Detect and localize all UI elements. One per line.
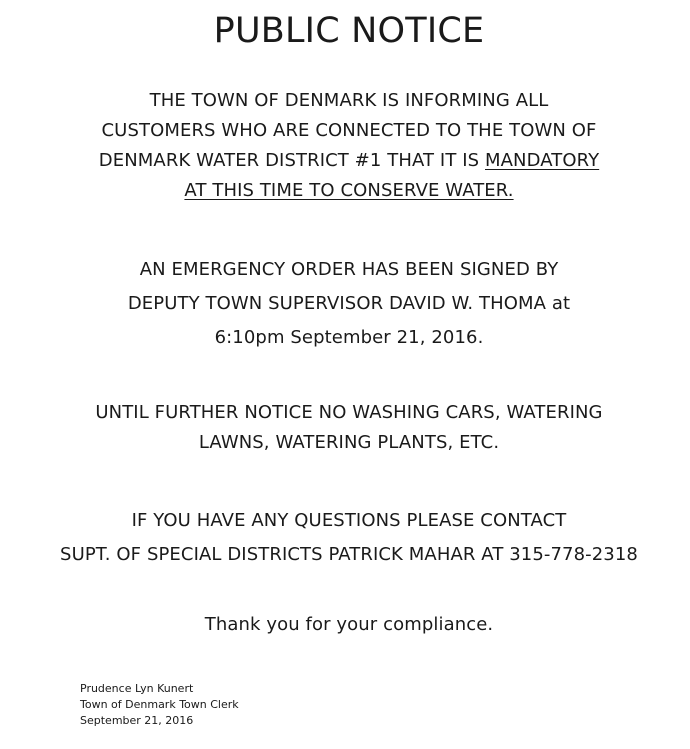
paragraph-line: CUSTOMERS WHO ARE CONNECTED TO THE TOWN OF (101, 120, 597, 141)
paragraph-line: LAWNS, WATERING PLANTS, ETC. (198, 432, 500, 453)
emergency-order-paragraph (0, 253, 690, 355)
signer-name: Prudence Lyn Kunert (80, 682, 194, 695)
conserve-water-emphasis: AT THIS TIME TO CONSERVE WATER. (184, 180, 514, 201)
signer-position: Town of Denmark Town Clerk (80, 698, 239, 711)
paragraph-line-prefix: DENMARK WATER DISTRICT #1 THAT IT IS (98, 150, 485, 171)
paragraph-line: IF YOU HAVE ANY QUESTIONS PLEASE CONTACT (131, 510, 567, 531)
mandatory-conservation-paragraph (0, 86, 690, 206)
signature-date: September 21, 2016 (80, 714, 194, 727)
closing-line (0, 612, 690, 638)
paragraph-line: AN EMERGENCY ORDER HAS BEEN SIGNED BY (139, 259, 559, 280)
restrictions-paragraph (0, 398, 690, 458)
paragraph-line: UNTIL FURTHER NOTICE NO WASHING CARS, WATERING (95, 402, 603, 423)
mandatory-emphasis: MANDATORY (485, 150, 600, 171)
signature-block (80, 681, 239, 729)
paragraph-line: SUPT. OF SPECIAL DISTRICTS PATRICK MAHAR AT 315-778-2318 (60, 544, 638, 565)
paragraph-line: THE TOWN OF DENMARK IS INFORMING ALL (149, 90, 549, 111)
thank-you-text: Thank you for your compliance. (204, 614, 494, 635)
page-title: PUBLIC NOTICE (213, 11, 485, 51)
paragraph-line: 6:10pm September 21, 2016. (214, 327, 484, 348)
contact-paragraph (0, 504, 690, 572)
paragraph-line (0, 176, 690, 206)
paragraph-line: DEPUTY TOWN SUPERVISOR DAVID W. THOMA at (127, 293, 571, 314)
paragraph-line (0, 146, 690, 176)
